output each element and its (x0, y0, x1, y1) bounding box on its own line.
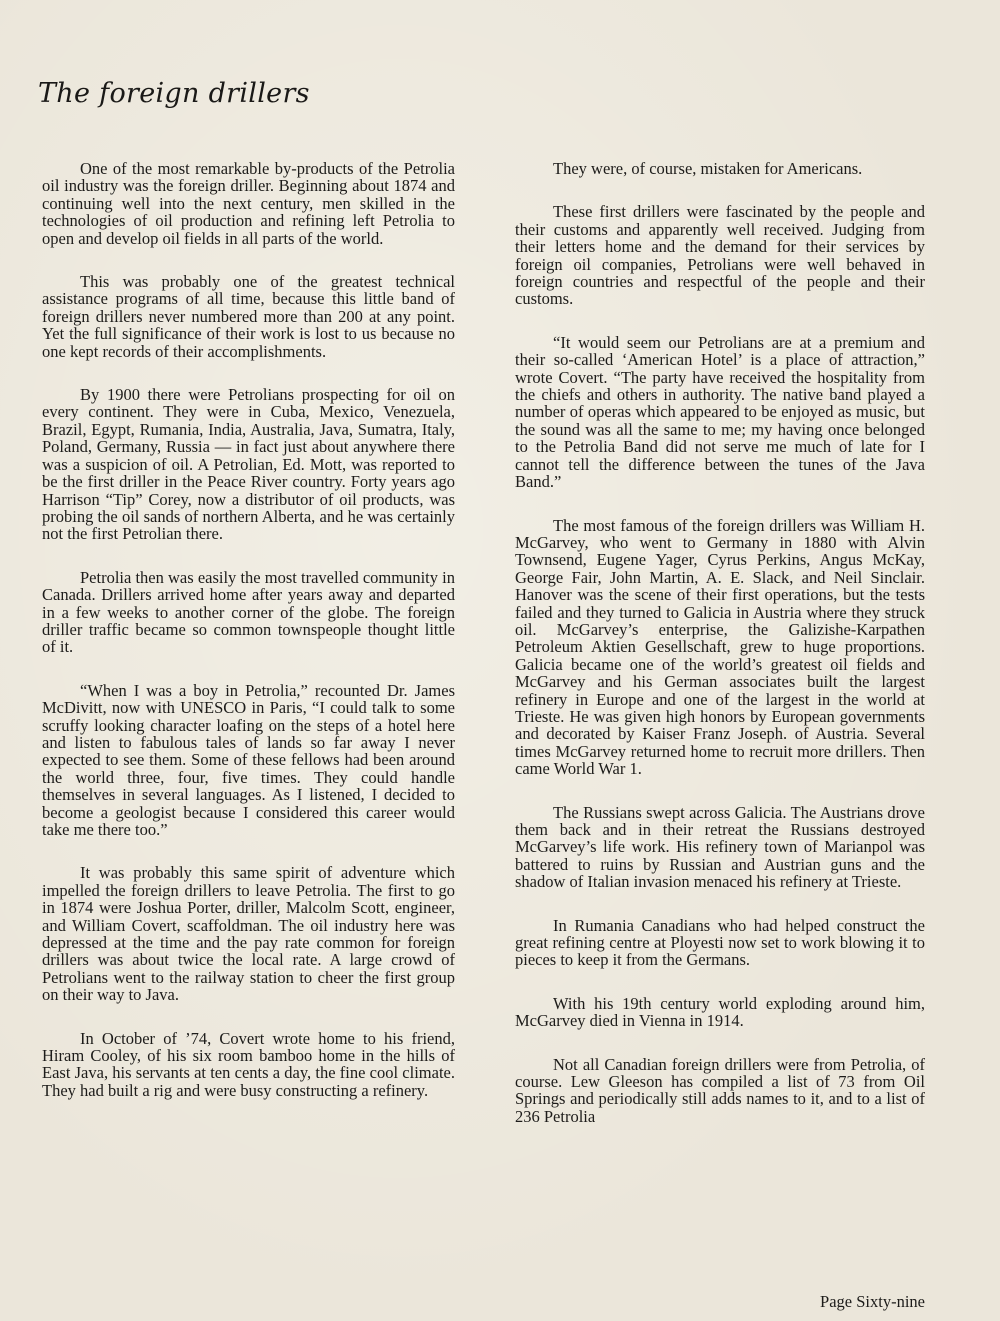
page-number: Page Sixty-nine (820, 1292, 925, 1311)
paragraph: One of the most remarkable by-products of the Petrolia oil industry was the foreign driller. Beginning about 1874 and continuing well into the next century, men skilled in the technologies of oil production and refining left Petrolia to open and develop oil fields in all parts of the world. (42, 159, 455, 248)
right-column (515, 160, 925, 1151)
paragraph: They were, of course, mistaken for Americans. (553, 159, 863, 178)
paragraph: “It would seem our Petrolians are at a premium and their so-called ‘American Hotel’ is a place of attraction,” wrote Covert. “The party have received the hospitality from the chiefs and others in authority. The native band played a number of operas which appeared to be enjoyed as music, but the sound was all the same to me; my having once belonged to the Petrolia Band did not serve me much of late for I cannot tell the difference between the tunes of the Java Band.” (515, 332, 925, 492)
paragraph: Petrolia then was easily the most travelled community in Canada. Drillers arrived home after years away and departed in a few weeks to another corner of the globe. The foreign driller traffic became so common townspeople thought little of it. (42, 567, 455, 657)
paragraph: It was probably this same spirit of adventure which impelled the foreign drillers to leave Petrolia. The first to go in 1874 were Joshua Porter, driller, Malcolm Scott, engineer, and William Covert, scaffoldman. The oil industry here was depressed at the time and the pay rate common for foreign drillers was about twice the local rate. A large crowd of Petrolians went to the railway station to cheer the first group on their way to Java. (42, 863, 455, 1005)
paragraph: This was probably one of the greatest technical assistance programs of all time, because this little band of foreign drillers never numbered more than 200 at any point. Yet the full significance of their work is lost to us because no one kept records of their accomplishments. (42, 272, 455, 361)
paragraph: With his 19th century world exploding around him, McGarvey died in Vienna in 1914. (515, 993, 925, 1031)
page-title: The foreign drillers (38, 78, 310, 109)
paragraph: “When I was a boy in Petrolia,” recounted Dr. James McDivitt, now with UNESCO in Paris, “I could talk to some scruffy looking character loafing on the steps of a hotel here and listen to fabulous tales of lands so far away I never expected to see them. Some of these fellows had been around the world three, four, five times. They could handle themselves in several languages. As I listened, I decided to become a geologist because I considered this career would take me there too.” (42, 680, 455, 839)
paragraph: By 1900 there were Petrolians prospecting for oil on every continent. They were in Cuba, Mexico, Venezuela, Brazil, Egypt, Rumania, India, Australia, Java, Sumatra, Italy, Poland, Germany, Russia — in fact just about anywhere there was a suspicion of oil. A Petrolian, Ed. Mott, was reported to be the first driller in the Peace River country. Forty years ago Harrison “Tip” Corey, now a distributor of oil products, was probing the oil sands of northern Alberta, and he was certainly not the first Petrolian there. (42, 385, 455, 544)
paragraph: Not all Canadian foreign drillers were from Petrolia, of course. Lew Gleeson has compiled a list of 73 from Oil Springs and periodically still adds names to it, and to a list of 236 Petrolia (515, 1054, 925, 1126)
left-column (42, 160, 455, 1125)
paragraph: These first drillers were fascinated by the people and their customs and apparently well received. Judging from their letters home and the demand for their services by foreign oil companies, Petrolians were well behaved in foreign countries and respectful of the people and their customs. (515, 202, 925, 309)
paragraph: In October of ’74, Covert wrote home to his friend, Hiram Cooley, of his six room bamboo home in the hills of East Java, his servants at ten cents a day, the fine cool climate. They had built a rig and were busy constructing a refinery. (42, 1028, 455, 1100)
paragraph: In Rumania Canadians who had helped construct the great refining centre at Ployesti now set to work blowing it to pieces to keep it from the Germans. (515, 915, 925, 970)
paragraph: The most famous of the foreign drillers was William H. McGarvey, who went to Germany in 1880 with Alvin Townsend, Eugene Yager, Cyrus Perkins, Angus McKay, George Fair, John Martin, A. E. Slack, and Neil Sinclair. Hanover was the scene of their first operations, but the tests failed and they turned to Galicia in Austria where they struck oil. McGarvey’s enterprise, the Galizishe-Karpathen Petroleum Aktien Gesellschaft, grew to huge proportions. Galicia became one of the world’s greatest oil fields and McGarvey and his German associates built the largest refinery in Europe and one of the largest in the world at Trieste. He was given high honors by European governments and decorated by Kaiser Franz Joseph. of Austria. Several times McGarvey returned home to recruit more drillers. Then came World War 1. (515, 515, 925, 779)
paragraph: The Russians swept across Galicia. The Austrians drove them back and in their retreat the Russians destroyed McGarvey’s life work. His refinery town of Marianpol was battered to ruins by Russian and Austrian guns and the shadow of Italian invasion menaced his refinery at Trieste. (515, 802, 925, 892)
